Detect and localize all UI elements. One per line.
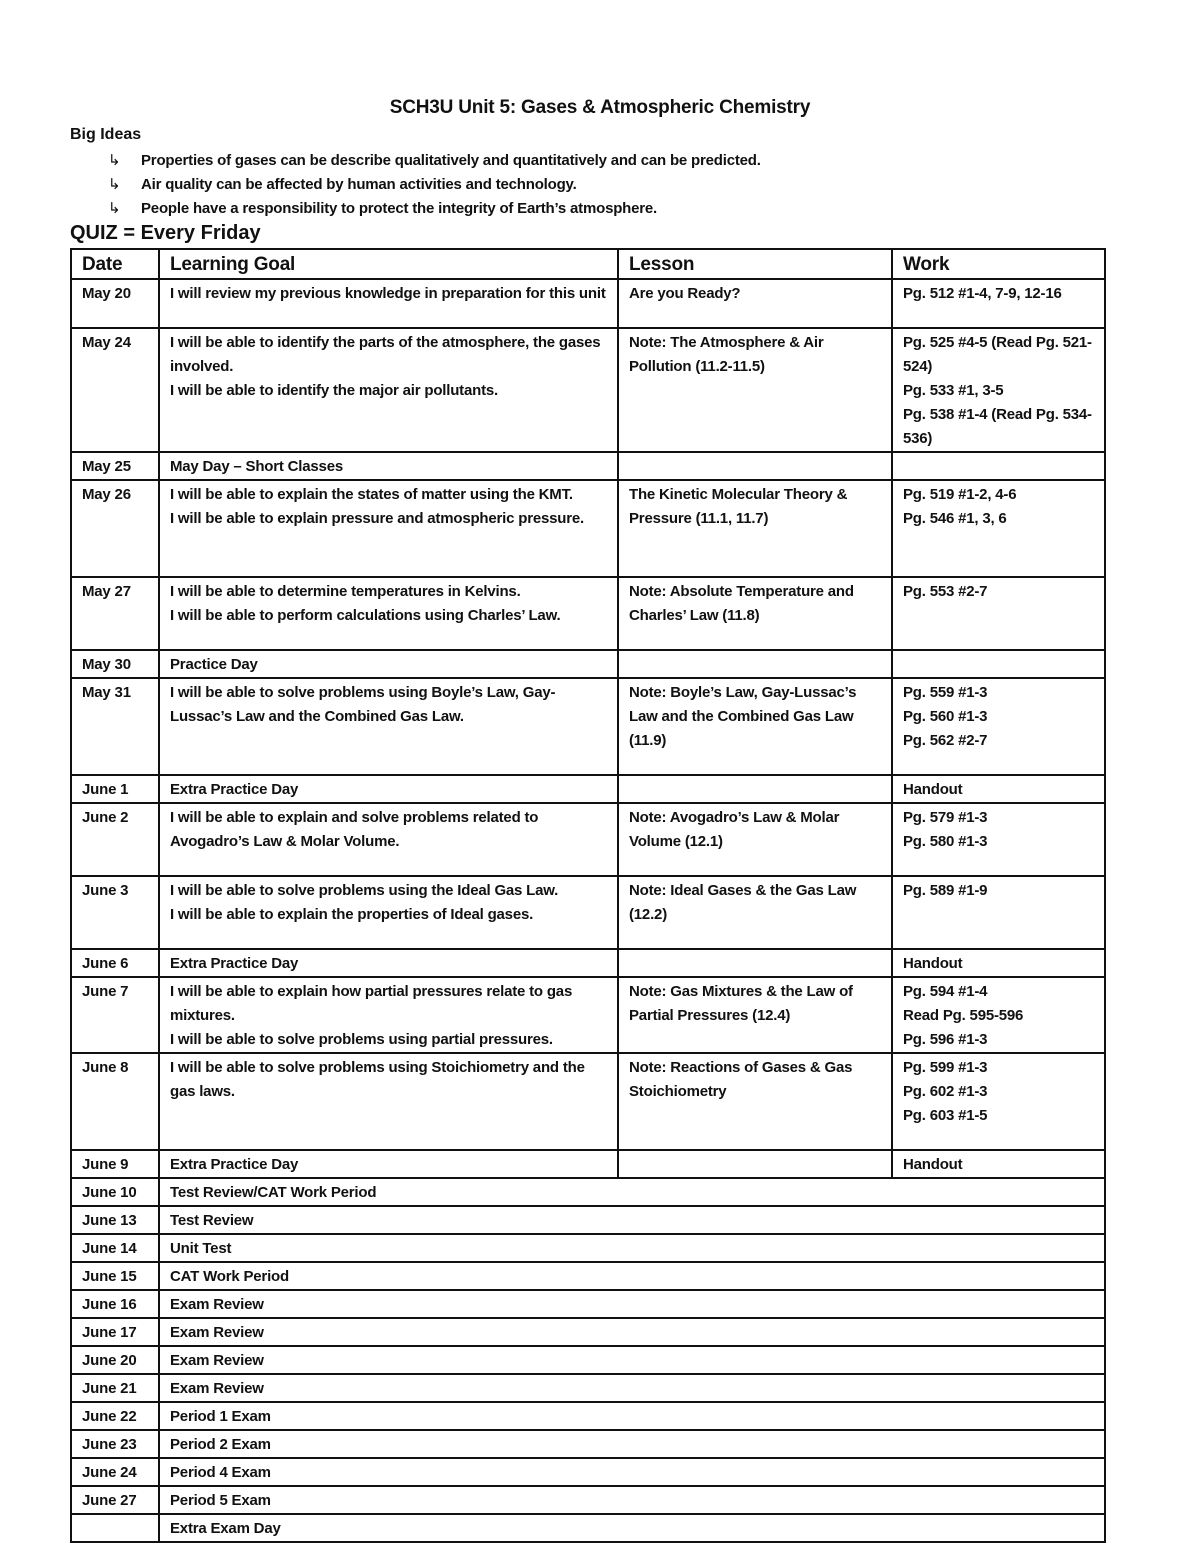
work-cell-line: Pg. 603 #1-5 (903, 1107, 988, 1124)
work-cell (892, 775, 1105, 803)
table-row (71, 328, 1105, 452)
table-row (71, 775, 1105, 803)
big-idea-text: People have a responsibility to protect the integrity of Earth’s atmosphere. (141, 200, 658, 217)
event-cell: Exam Review (159, 1346, 1105, 1374)
lesson-cell-line: Note: Gas Mixtures & the Law of Partial Pressures (12.4) (629, 983, 853, 1024)
table-row (71, 279, 1105, 328)
table-row (71, 650, 1105, 678)
lesson-cell-line: Note: Ideal Gases & the Gas Law (12.2) (629, 882, 857, 923)
lesson-cell (618, 452, 892, 480)
work-cell-line: Pg. 589 #1-9 (903, 882, 988, 899)
work-cell-line: Pg. 525 #4-5 (Read Pg. 521-524) (903, 334, 1092, 375)
learning-goal-cell-line: I will be able to identify the major air pollutants. (170, 382, 498, 399)
work-cell (892, 328, 1105, 452)
learning-goal-cell-line: I will review my previous knowledge in preparation for this unit (170, 285, 606, 302)
work-cell-line: Pg. 599 #1-3 (903, 1059, 988, 1076)
date-cell: May 31 (71, 678, 159, 775)
lesson-cell-line: Note: The Atmosphere & Air Pollution (11.2-11.5) (629, 334, 824, 375)
date-cell: May 20 (71, 279, 159, 328)
big-idea-text: Properties of gases can be describe qualitatively and quantitatively and can be predicted. (141, 152, 761, 169)
date-cell: June 15 (71, 1262, 159, 1290)
table-row (71, 1290, 1105, 1318)
learning-goal-cell-line: I will be able to explain the properties of Ideal gases. (170, 906, 534, 923)
date-cell: June 10 (71, 1178, 159, 1206)
date-cell: May 27 (71, 577, 159, 650)
work-cell-line: Pg. 553 #2-7 (903, 583, 988, 600)
learning-goal-cell-line: I will be able to explain the states of matter using the KMT. (170, 486, 573, 503)
work-cell-line: Pg. 580 #1-3 (903, 833, 988, 850)
work-cell-line: Pg. 519 #1-2, 4-6 (903, 486, 1017, 503)
table-row (71, 1234, 1105, 1262)
event-cell: Test Review (159, 1206, 1105, 1234)
table-row (71, 577, 1105, 650)
work-cell (892, 480, 1105, 577)
work-cell (892, 678, 1105, 775)
date-cell: June 13 (71, 1206, 159, 1234)
date-cell: June 2 (71, 803, 159, 876)
date-cell (71, 1514, 159, 1542)
lesson-cell-line: Are you Ready? (629, 285, 741, 302)
lesson-cell (618, 279, 892, 328)
table-row (71, 1458, 1105, 1486)
learning-goal-cell-line: Practice Day (170, 656, 258, 673)
learning-goal-cell-line: I will be able to solve problems using Stoichiometry and the gas laws. (170, 1059, 585, 1100)
lesson-cell (618, 577, 892, 650)
table-row (71, 1318, 1105, 1346)
header-work: Work (892, 249, 1105, 279)
work-cell (892, 876, 1105, 949)
big-ideas-list (108, 149, 761, 221)
learning-goal-cell (159, 775, 618, 803)
big-idea-item (108, 173, 761, 197)
table-row (71, 949, 1105, 977)
work-cell (892, 949, 1105, 977)
lesson-cell (618, 480, 892, 577)
learning-goal-cell-line: I will be able to solve problems using Boyle’s Law, Gay-Lussac’s Law and the Combined Gas Law. (170, 684, 556, 725)
date-cell: June 27 (71, 1486, 159, 1514)
date-cell: June 20 (71, 1346, 159, 1374)
table-row (71, 1374, 1105, 1402)
big-idea-item (108, 197, 761, 221)
work-cell (892, 1150, 1105, 1178)
learning-goal-cell-line: I will be able to determine temperatures in Kelvins. (170, 583, 521, 600)
learning-goal-cell-line: I will be able to solve problems using the Ideal Gas Law. (170, 882, 559, 899)
work-cell-line: Read Pg. 595-596 (903, 1007, 1024, 1024)
table-row (71, 1430, 1105, 1458)
table-row (71, 876, 1105, 949)
learning-goal-cell (159, 876, 618, 949)
table-row (71, 1402, 1105, 1430)
event-cell: Period 1 Exam (159, 1402, 1105, 1430)
date-cell: May 30 (71, 650, 159, 678)
work-cell-line: Pg. 512 #1-4, 7-9, 12-16 (903, 285, 1062, 302)
event-cell: Extra Exam Day (159, 1514, 1105, 1542)
work-cell (892, 650, 1105, 678)
table-header-row (71, 249, 1105, 279)
work-cell (892, 452, 1105, 480)
table-row (71, 803, 1105, 876)
table-row (71, 1150, 1105, 1178)
date-cell: June 3 (71, 876, 159, 949)
work-cell-line: Pg. 594 #1-4 (903, 983, 988, 1000)
lesson-cell (618, 328, 892, 452)
learning-goal-cell (159, 650, 618, 678)
work-cell-line: Pg. 596 #1-3 (903, 1031, 988, 1048)
page-title: SCH3U Unit 5: Gases & Atmospheric Chemistry (389, 97, 811, 118)
date-cell: June 8 (71, 1053, 159, 1150)
work-cell (892, 977, 1105, 1053)
date-cell: June 9 (71, 1150, 159, 1178)
date-cell: June 17 (71, 1318, 159, 1346)
learning-goal-cell (159, 279, 618, 328)
lesson-cell (618, 775, 892, 803)
lesson-cell (618, 1053, 892, 1150)
date-cell: June 14 (71, 1234, 159, 1262)
table-row (71, 1053, 1105, 1150)
date-cell: May 26 (71, 480, 159, 577)
lesson-cell (618, 1150, 892, 1178)
learning-goal-cell-line: I will be able to explain how partial pressures relate to gas mixtures. (170, 983, 573, 1024)
learning-goal-cell (159, 977, 618, 1053)
big-ideas-heading: Big Ideas (70, 126, 142, 143)
work-cell-line: Pg. 546 #1, 3, 6 (903, 510, 1007, 527)
table-row (71, 678, 1105, 775)
work-cell-line: Pg. 533 #1, 3-5 (903, 382, 1004, 399)
table-row (71, 977, 1105, 1053)
table-row (71, 1206, 1105, 1234)
work-cell-line: Pg. 538 #1-4 (Read Pg. 534-536) (903, 406, 1092, 447)
date-cell: June 22 (71, 1402, 159, 1430)
work-cell-line: Pg. 559 #1-3 (903, 684, 988, 701)
learning-goal-cell (159, 328, 618, 452)
learning-goal-cell (159, 1053, 618, 1150)
learning-goal-cell-line: Extra Practice Day (170, 781, 299, 798)
event-cell: CAT Work Period (159, 1262, 1105, 1290)
event-cell: Exam Review (159, 1290, 1105, 1318)
learning-goal-cell (159, 803, 618, 876)
date-cell: June 1 (71, 775, 159, 803)
learning-goal-cell-line: May Day – Short Classes (170, 458, 343, 475)
learning-goal-cell (159, 480, 618, 577)
learning-goal-cell-line: I will be able to solve problems using partial pressures. (170, 1031, 553, 1048)
work-cell (892, 1053, 1105, 1150)
lesson-cell-line: Note: Absolute Temperature and Charles’ Law (11.8) (629, 583, 854, 624)
lesson-cell-line: The Kinetic Molecular Theory & Pressure (11.1, 11.7) (629, 486, 848, 527)
header-learning-goal: Learning Goal (159, 249, 618, 279)
work-cell-line: Handout (903, 955, 963, 972)
work-cell (892, 577, 1105, 650)
learning-goal-cell (159, 577, 618, 650)
event-cell: Period 2 Exam (159, 1430, 1105, 1458)
lesson-cell (618, 650, 892, 678)
header-date: Date (71, 249, 159, 279)
table-row (71, 452, 1105, 480)
work-cell-line: Handout (903, 781, 963, 798)
lesson-cell (618, 977, 892, 1053)
date-cell: June 23 (71, 1430, 159, 1458)
work-cell (892, 803, 1105, 876)
check-arrow-icon: ↳ (108, 176, 121, 193)
check-arrow-icon: ↳ (108, 200, 121, 217)
table-row (71, 1486, 1105, 1514)
table-row (71, 1262, 1105, 1290)
date-cell: June 7 (71, 977, 159, 1053)
work-cell-line: Pg. 560 #1-3 (903, 708, 988, 725)
learning-goal-cell (159, 1150, 618, 1178)
table-row (71, 480, 1105, 577)
work-cell-line: Handout (903, 1156, 963, 1173)
lesson-cell-line: Note: Avogadro’s Law & Molar Volume (12.1) (629, 809, 840, 850)
event-cell: Exam Review (159, 1318, 1105, 1346)
lesson-cell-line: Note: Reactions of Gases & Gas Stoichiometry (629, 1059, 853, 1100)
table-row (71, 1346, 1105, 1374)
big-idea-item (108, 149, 761, 173)
date-cell: June 16 (71, 1290, 159, 1318)
header-lesson: Lesson (618, 249, 892, 279)
date-cell: June 21 (71, 1374, 159, 1402)
learning-goal-cell (159, 452, 618, 480)
date-cell: May 24 (71, 328, 159, 452)
event-cell: Unit Test (159, 1234, 1105, 1262)
event-cell: Period 5 Exam (159, 1486, 1105, 1514)
event-cell: Test Review/CAT Work Period (159, 1178, 1105, 1206)
lesson-cell (618, 949, 892, 977)
lesson-cell (618, 678, 892, 775)
learning-goal-cell-line: I will be able to perform calculations using Charles’ Law. (170, 607, 561, 624)
date-cell: May 25 (71, 452, 159, 480)
date-cell: June 6 (71, 949, 159, 977)
learning-goal-cell-line: I will be able to explain pressure and atmospheric pressure. (170, 510, 584, 527)
work-cell-line: Pg. 562 #2-7 (903, 732, 988, 749)
work-cell (892, 279, 1105, 328)
work-cell-line: Pg. 602 #1-3 (903, 1083, 988, 1100)
quiz-note: QUIZ = Every Friday (70, 222, 261, 244)
learning-goal-cell-line: I will be able to explain and solve problems related to Avogadro’s Law & Molar Volume. (170, 809, 539, 850)
work-cell-line: Pg. 579 #1-3 (903, 809, 988, 826)
event-cell: Period 4 Exam (159, 1458, 1105, 1486)
lesson-cell (618, 803, 892, 876)
table-row (71, 1178, 1105, 1206)
big-idea-text: Air quality can be affected by human activities and technology. (141, 176, 577, 193)
event-cell: Exam Review (159, 1374, 1105, 1402)
check-arrow-icon: ↳ (108, 152, 121, 169)
learning-goal-cell-line: I will be able to identify the parts of the atmosphere, the gases involved. (170, 334, 601, 375)
learning-goal-cell-line: Extra Practice Day (170, 1156, 299, 1173)
learning-goal-cell (159, 949, 618, 977)
table-row (71, 1514, 1105, 1542)
date-cell: June 24 (71, 1458, 159, 1486)
lesson-cell (618, 876, 892, 949)
learning-goal-cell-line: Extra Practice Day (170, 955, 299, 972)
learning-goal-cell (159, 678, 618, 775)
schedule-table (70, 248, 1106, 1543)
lesson-cell-line: Note: Boyle’s Law, Gay-Lussac’s Law and the Combined Gas Law (11.9) (629, 684, 857, 749)
